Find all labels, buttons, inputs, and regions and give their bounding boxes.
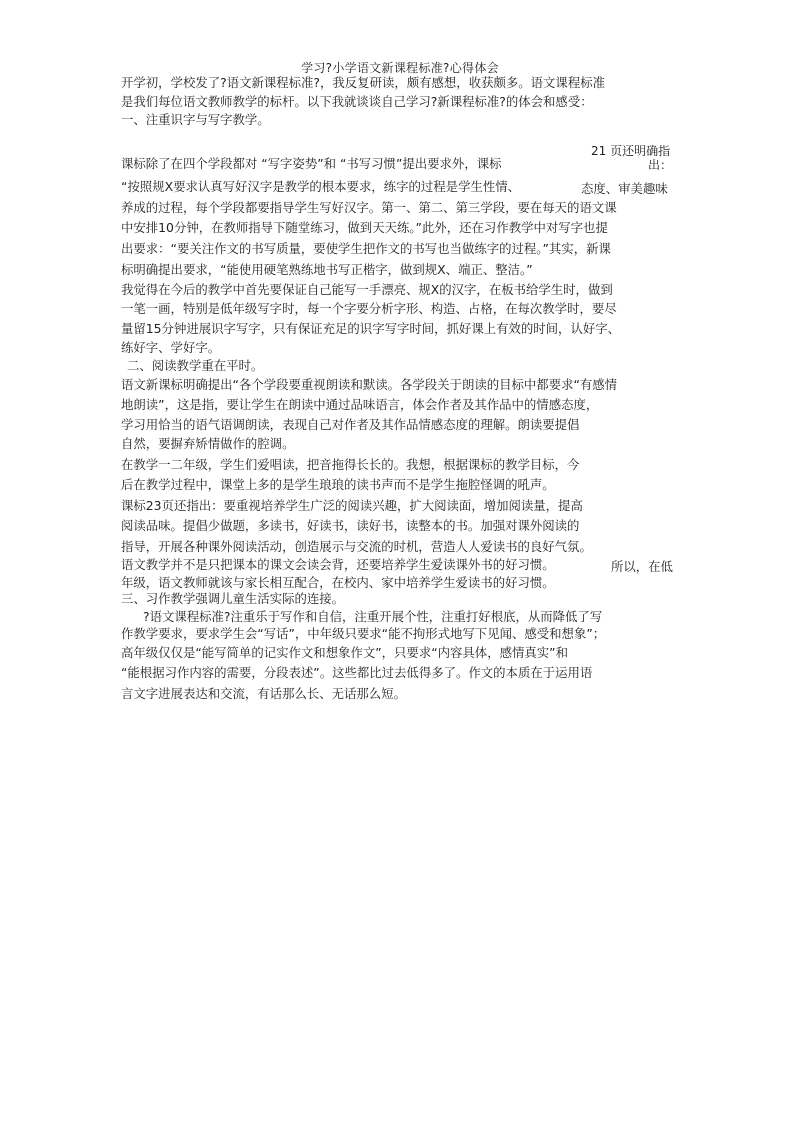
text-line: 开学初，学校发了?语文新课程标准?，我反复研读，颇有感想，收获颇多。语文课程标准 bbox=[121, 75, 605, 90]
text-line: 高年级仅仅是“能写简单的记实作文和想象作文”，只要求“内容具体，感情真实”和 bbox=[121, 645, 568, 660]
text-line: 出要求：“要关注作文的书写质量，要使学生把作文的书写也当做练字的过程。”其实，新课 bbox=[121, 241, 611, 256]
text-line: 指导，开展各种课外阅读活动，创造展示与交流的时机，营造人人爱读书的良好气氛。 bbox=[121, 539, 592, 554]
text-line: 在教学一二年级，学生们爱唱读，把音拖得长长的。我想，根据课标的教学目标，今 bbox=[121, 457, 580, 472]
section-heading-3: 三、习作教学强调儿童生活实际的连接。 bbox=[121, 591, 345, 606]
text-line: 阅读品味。提倡少做题，多读书，好读书，读好书，读整本的书。加强对课外阅读的 bbox=[121, 518, 580, 533]
text-line: 课标23页还指出：要重视培养学生广泛的阅读兴趣，扩大阅读面，增加阅读量，提高 bbox=[121, 498, 583, 513]
section-heading-2: 二、阅读教学重在平时。 bbox=[127, 358, 264, 373]
text-line: 年级，语文教师就该与家长相互配合，在校内、家中培养学生爱读书的好习惯。 bbox=[121, 575, 555, 590]
text-line: “能根据习作内容的需要，分段表述”。这些都比过去低得多了。作文的本质在于运用语 bbox=[121, 665, 593, 680]
text-fragment: 出： bbox=[648, 158, 673, 172]
text-line: 自然，要摒弃矫情做作的腔调。 bbox=[121, 436, 295, 451]
text-fragment: 态度、审美趣味 bbox=[581, 181, 668, 196]
text-line: 标明确提出要求，“能使用硬笔熟练地书写正楷字，做到规Ⅹ、端正、整洁。” bbox=[121, 262, 533, 277]
text-line: ?语文课程标准?注重乐于写作和自信，注重开展个性，注重打好根底，从而降低了写 bbox=[143, 609, 603, 624]
text-line: 言文字进展表达和交流，有话那么长、无话那么短。 bbox=[121, 686, 406, 701]
text-line: “按照规Ⅹ要求认真写好汉字是教学的根本要求，练字的过程是学生性情、 bbox=[121, 179, 521, 194]
text-line: 量留15分钟进展识字写字，只有保证充足的识字写字时间，抓好课上有效的时间，认好字、 bbox=[121, 321, 621, 336]
text-fragment: 21 页还明确指 bbox=[591, 144, 671, 158]
text-line: 我觉得在今后的教学中首先要保证自己能写一手漂亮、规Ⅹ的汉字，在板书给学生时，做到 bbox=[121, 282, 613, 297]
text-line: 是我们每位语文教师教学的标杆。以下我就谈谈自己学习?新课程标准?的体会和感受： bbox=[121, 94, 593, 109]
text-line: 语文新课标明确提出“各个学段要重视朗读和默读。各学段关于朗读的目标中都要求“有感情 bbox=[121, 377, 618, 392]
text-fragment: 所以，在低 bbox=[611, 559, 673, 574]
text-line: 学习用恰当的语气语调朗读，表现自己对作者及其作品情感态度的理解。朗读要提倡 bbox=[121, 417, 580, 432]
text-line: 练好字、学好字。 bbox=[121, 340, 221, 355]
text-line: 地朗读”，这是指，要让学生在朗读中通过品味语言，体会作者及其作品中的情感态度， bbox=[121, 397, 599, 412]
text-line: 养成的过程，每个学段都要指导学生写好汉字。第一、第二、第三学段，要在每天的语文课 bbox=[121, 200, 617, 215]
text-line: 一笔一画，特别是低年级写字时，每一个字要分析字形、构造、占格，在每次教学时，要尽 bbox=[121, 301, 617, 316]
text-line: 后在教学过程中，课堂上多的是学生琅琅的读书声而不是学生拖腔怪调的吼声。 bbox=[121, 477, 555, 492]
section-heading-1: 一、注重识字与写字教学。 bbox=[121, 112, 270, 127]
text-line: 语文教学并不是只把课本的课文会读会背，还要培养学生爱读课外书的好习惯。 bbox=[121, 557, 555, 572]
document-title: 学习?小学语文新课程标准?心得体会 bbox=[301, 61, 499, 75]
text-line: 作教学要求，要求学生会“写话”，中年级只要求“能不拘形式地写下见闻、感受和想象”； bbox=[121, 626, 606, 641]
text-line: 课标除了在四个学段都对 “写字姿势”和 “书写习惯”提出要求外，课标 bbox=[121, 156, 502, 171]
text-line: 中安排10分钟，在教师指导下随堂练习，做到天天练。”此外，还在习作教学中对写字也提 bbox=[121, 220, 608, 235]
